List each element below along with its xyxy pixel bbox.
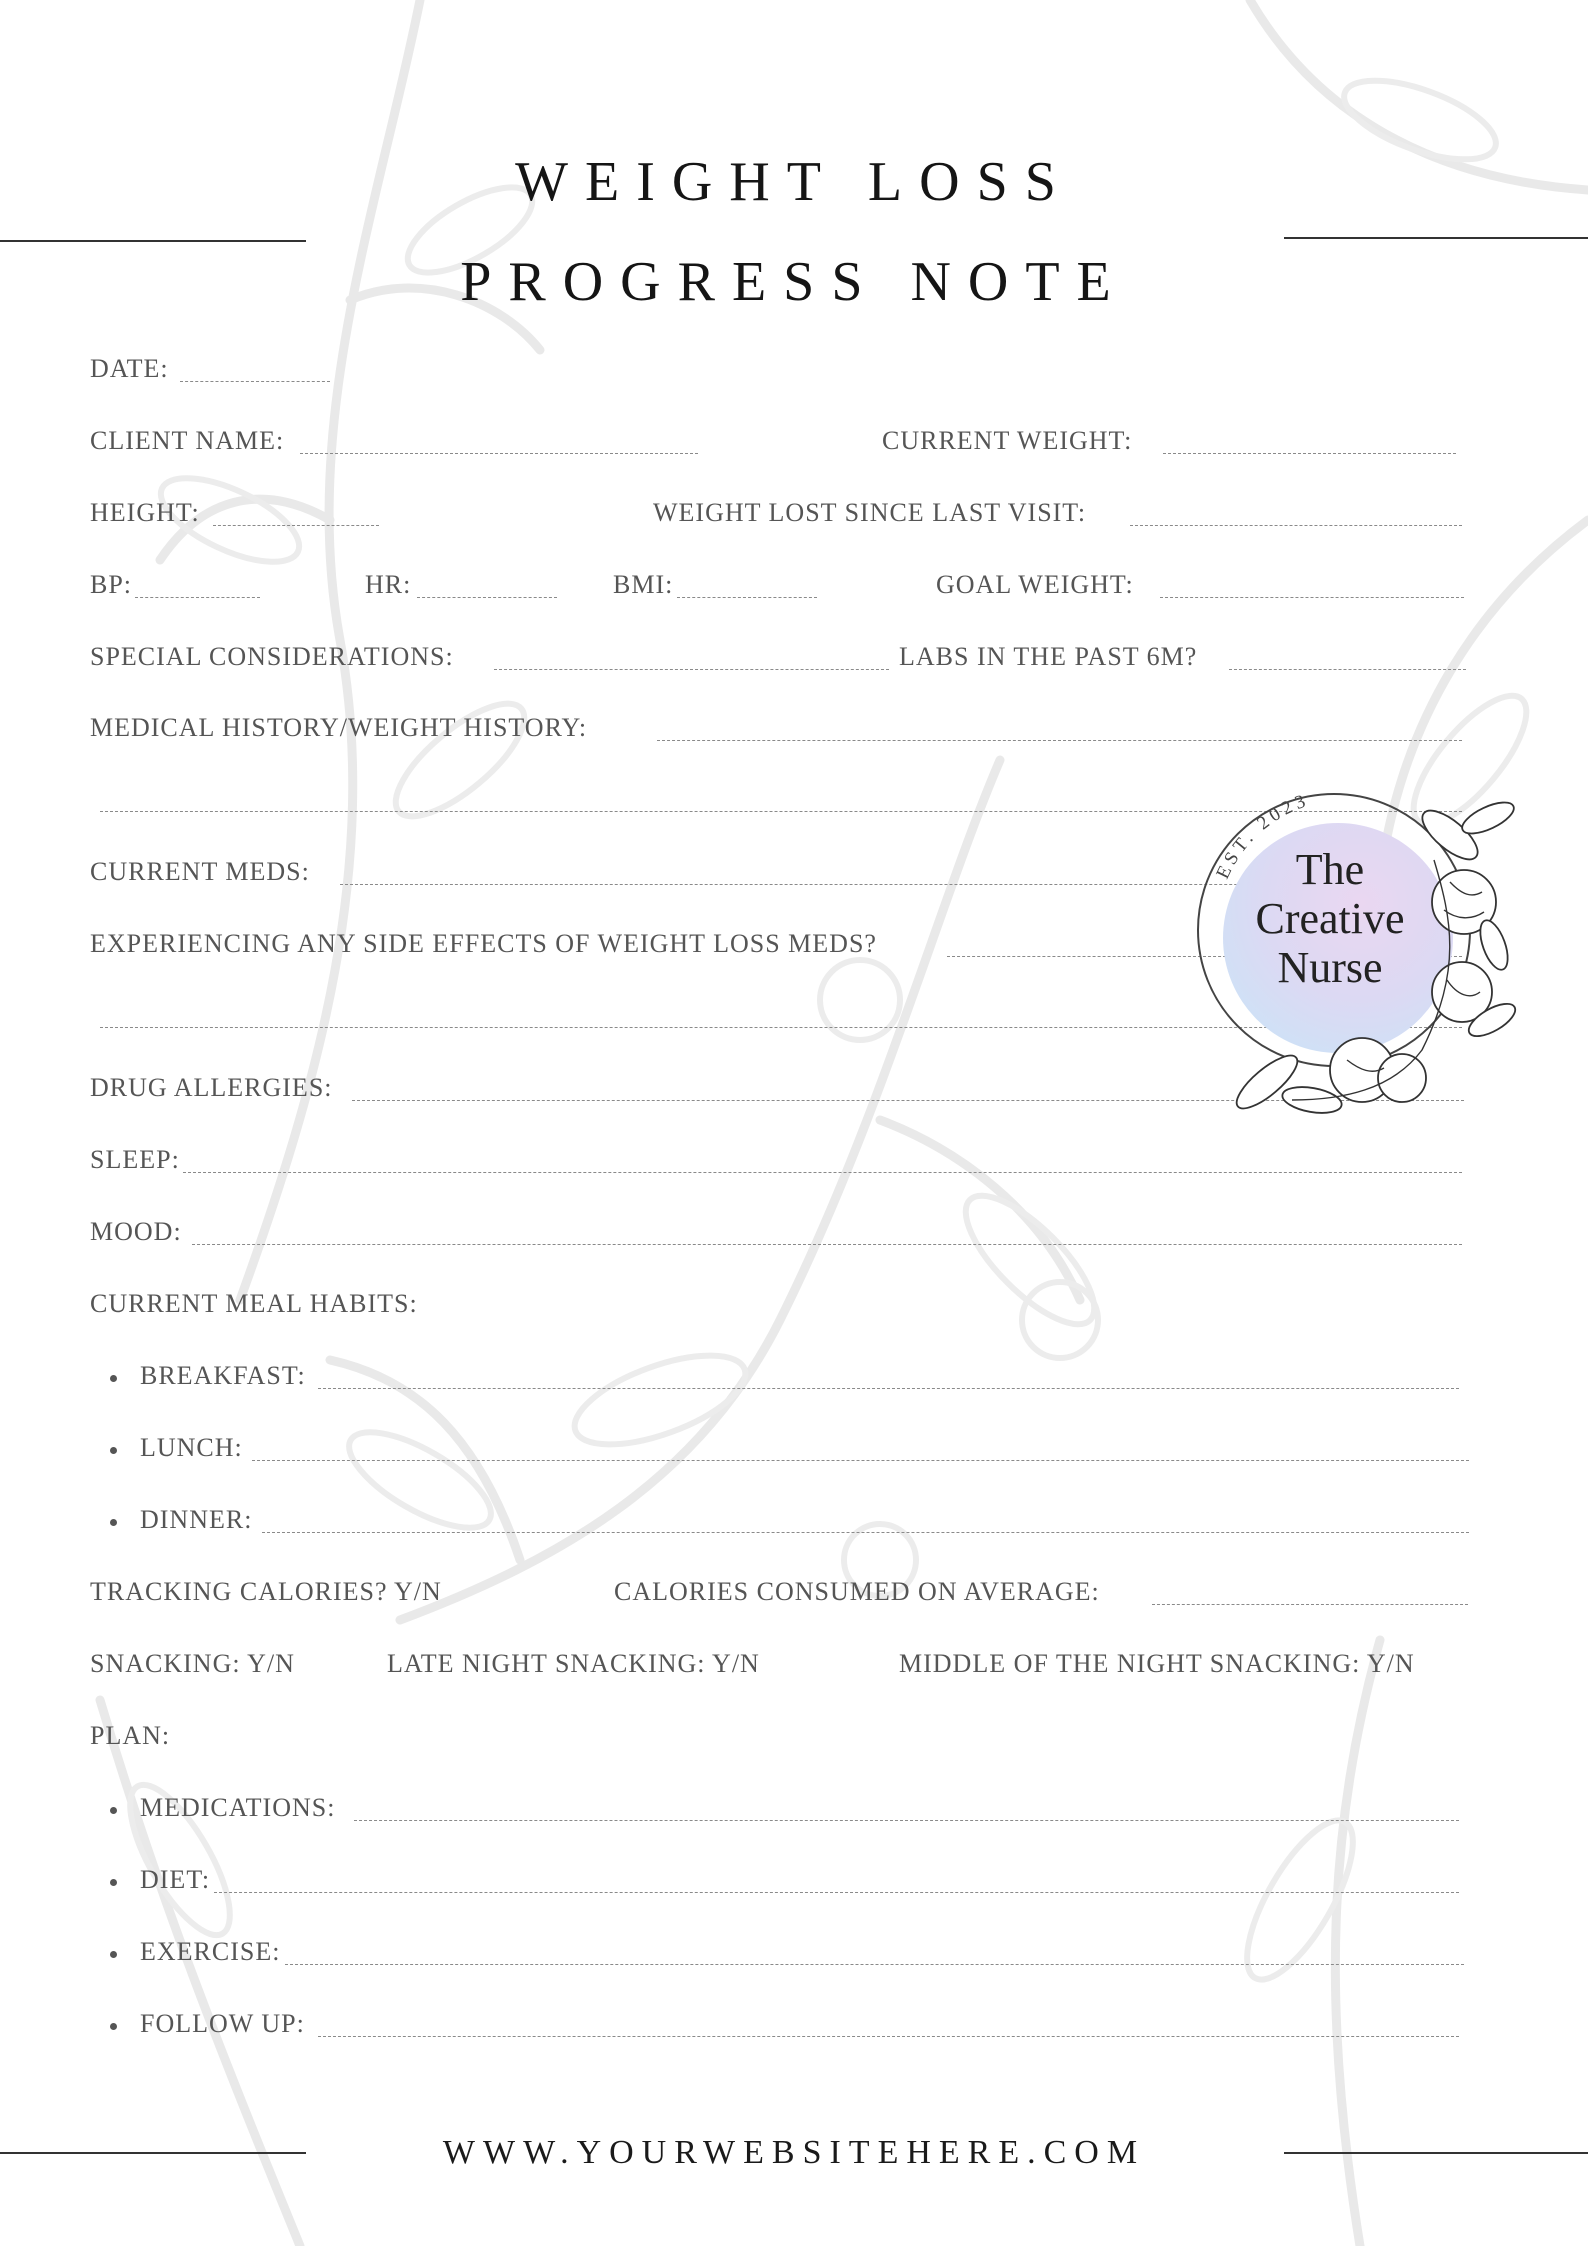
special-considerations-field[interactable] bbox=[494, 669, 889, 670]
bullet bbox=[110, 1519, 117, 1526]
sleep-field[interactable] bbox=[183, 1172, 1462, 1173]
diet-label: DIET: bbox=[140, 1865, 211, 1894]
follow-up-field[interactable] bbox=[318, 2036, 1459, 2037]
bullet bbox=[110, 1447, 117, 1454]
tracking-calories-label[interactable]: TRACKING CALORIES? Y/N bbox=[90, 1577, 442, 1606]
bullet bbox=[110, 2023, 117, 2030]
weight-lost-field[interactable] bbox=[1130, 525, 1462, 526]
late-night-snacking-label[interactable]: LATE NIGHT SNACKING: Y/N bbox=[387, 1649, 760, 1678]
top-left-rule bbox=[0, 240, 306, 242]
bmi-field[interactable] bbox=[677, 597, 817, 598]
client-name-field[interactable] bbox=[300, 453, 698, 454]
breakfast-field[interactable] bbox=[318, 1388, 1459, 1389]
hr-label: HR: bbox=[365, 570, 412, 599]
medical-history-label: MEDICAL HISTORY/WEIGHT HISTORY: bbox=[90, 713, 588, 742]
page-title-line1: WEIGHT LOSS bbox=[515, 151, 1073, 213]
calories-consumed-field[interactable] bbox=[1152, 1604, 1468, 1605]
date-field[interactable] bbox=[180, 381, 330, 382]
bullet bbox=[110, 1879, 117, 1886]
diet-field[interactable] bbox=[214, 1892, 1459, 1893]
bullet bbox=[110, 1375, 117, 1382]
bmi-label: BMI: bbox=[613, 570, 674, 599]
page-title-line2: PROGRESS NOTE bbox=[460, 251, 1128, 313]
drug-allergies-label: DRUG ALLERGIES: bbox=[90, 1073, 333, 1102]
exercise-label: EXERCISE: bbox=[140, 1937, 281, 1966]
height-label: HEIGHT: bbox=[90, 498, 200, 527]
logo-line2: Creative bbox=[1255, 894, 1405, 943]
dinner-label: DINNER: bbox=[140, 1505, 253, 1534]
current-weight-label: CURRENT WEIGHT: bbox=[882, 426, 1133, 455]
meal-habits-label: CURRENT MEAL HABITS: bbox=[90, 1289, 418, 1318]
current-weight-field[interactable] bbox=[1163, 453, 1456, 454]
current-meds-label: CURRENT MEDS: bbox=[90, 857, 310, 886]
mood-field[interactable] bbox=[192, 1244, 1462, 1245]
side-effects-label: EXPERIENCING ANY SIDE EFFECTS OF WEIGHT LOSS MEDS? bbox=[90, 929, 877, 958]
dinner-field[interactable] bbox=[262, 1532, 1469, 1533]
labs-field[interactable] bbox=[1229, 669, 1466, 670]
bullet bbox=[110, 1951, 117, 1958]
follow-up-label: FOLLOW UP: bbox=[140, 2009, 305, 2038]
breakfast-label: BREAKFAST: bbox=[140, 1361, 306, 1390]
plan-label: PLAN: bbox=[90, 1721, 171, 1750]
website-footer[interactable]: WWW.YOURWEBSITEHERE.COM bbox=[442, 2134, 1146, 2171]
bp-label: BP: bbox=[90, 570, 133, 599]
hr-field[interactable] bbox=[417, 597, 557, 598]
height-field[interactable] bbox=[213, 525, 379, 526]
sleep-label: SLEEP: bbox=[90, 1145, 180, 1174]
lunch-label: LUNCH: bbox=[140, 1433, 243, 1462]
logo-line1: The bbox=[1295, 845, 1365, 894]
logo-line3: Nurse bbox=[1277, 943, 1383, 992]
special-considerations-label: SPECIAL CONSIDERATIONS: bbox=[90, 642, 454, 671]
weight-lost-label: WEIGHT LOST SINCE LAST VISIT: bbox=[653, 498, 1087, 527]
middle-night-snacking-label[interactable]: MIDDLE OF THE NIGHT SNACKING: Y/N bbox=[899, 1649, 1415, 1678]
calories-consumed-label: CALORIES CONSUMED ON AVERAGE: bbox=[614, 1577, 1100, 1606]
logo-est-text: EST. 2023 bbox=[1212, 789, 1312, 883]
bp-field[interactable] bbox=[135, 597, 260, 598]
goal-weight-field[interactable] bbox=[1160, 597, 1464, 598]
medications-label: MEDICATIONS: bbox=[140, 1793, 336, 1822]
medical-history-field[interactable] bbox=[657, 740, 1462, 741]
medications-field[interactable] bbox=[354, 1820, 1459, 1821]
client-name-label: CLIENT NAME: bbox=[90, 426, 285, 455]
snacking-label[interactable]: SNACKING: Y/N bbox=[90, 1649, 295, 1678]
mood-label: MOOD: bbox=[90, 1217, 182, 1246]
date-label: DATE: bbox=[90, 354, 169, 383]
top-right-rule bbox=[1284, 237, 1588, 239]
lunch-field[interactable] bbox=[252, 1460, 1469, 1461]
goal-weight-label: GOAL WEIGHT: bbox=[936, 570, 1134, 599]
exercise-field[interactable] bbox=[285, 1964, 1464, 1965]
labs-label: LABS IN THE PAST 6M? bbox=[899, 642, 1198, 671]
bullet bbox=[110, 1807, 117, 1814]
